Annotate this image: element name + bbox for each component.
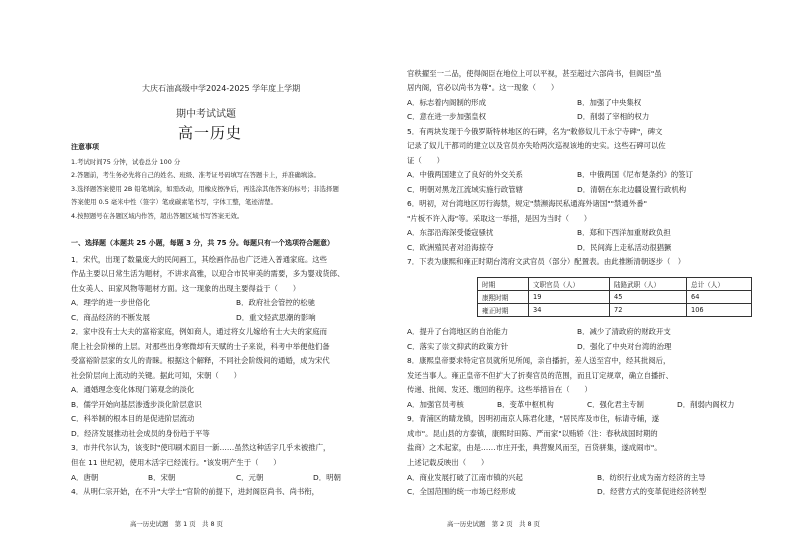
table-cell: 康熙时期 bbox=[478, 291, 529, 304]
text-line: 传递、批阅、发还、缴回的程序。这些举措旨在（ ） bbox=[407, 385, 592, 394]
text-line: 受富裕阶层家的女儿的青睐。根据这个解释，不同社会阶级间的通婚，成为宋代 bbox=[71, 356, 330, 365]
option-b: B．宋朝 bbox=[148, 473, 176, 482]
table-cell: 19 bbox=[529, 291, 610, 304]
exam-title: 期中考试试题 bbox=[176, 109, 236, 120]
text-line: 5．有两块发现于今俄罗斯特林地区的石碑，名为"敕修奴儿干永宁寺碑"，碑文 bbox=[407, 127, 663, 136]
note-item: 答案使用 0.5 毫米中性（签字）笔或碳素笔书写，字体工整，笔迹清楚。 bbox=[71, 198, 277, 206]
option-a: A．商业发展打破了江南市镇的兴起 bbox=[407, 473, 523, 482]
option-a: A．中俄两国建立了良好的外交关系 bbox=[407, 170, 523, 179]
page-footer: 高一历史试题 第 2 页 共 8 页 bbox=[447, 520, 540, 528]
option-b: B．变革中枢机构 bbox=[497, 400, 554, 409]
text-line: 9．青浦区的睛龙镇，因明初南京人陈君化建，"居民库及市住，标请寺辅，遂 bbox=[407, 414, 659, 423]
table-cell: 雍正时期 bbox=[478, 304, 529, 317]
text-line: 但在 11 世纪初，使用木活字已经流行。"该发明产生于（ ） bbox=[71, 458, 281, 467]
text-line: 作品主要以日常生活为题材，不讲求高雅，以迎合市民审美的需要，多为婴戏货郎、 bbox=[71, 269, 345, 278]
note-item: 4.按照题号在各题区域内作答，超出答题区域书写答案无效。 bbox=[71, 212, 244, 220]
table-cell: 34 bbox=[529, 304, 610, 317]
option-d: D．削弱内阁权力 bbox=[677, 400, 735, 409]
option-d: D．强化了中央对台湾的治理 bbox=[577, 342, 672, 351]
text-line: 7．下表为康熙和雍正时期台湾府文武官员（部分）配置表。由此推断清朝逐步（ ） bbox=[407, 257, 686, 266]
subject-title: 高一历史 bbox=[178, 124, 243, 142]
note-item: 2.答题前，考生务必先将自己的姓名、班级、准考证号码填写在答题卡上，并准确填涂。 bbox=[71, 171, 320, 179]
option-c: C．科举制的根本目的是促进阶层流动 bbox=[71, 414, 195, 423]
note-item: 1.考试时间75 分钟，试卷总分 100 分 bbox=[71, 158, 181, 166]
option-b: B．政府社会管控的松驰 bbox=[236, 298, 315, 307]
table-header-row bbox=[478, 278, 752, 291]
text-line: 记录了奴儿干都司的建立以及官员亦失哈两次巡视该地的史实。这些石碑可以佐 bbox=[407, 141, 666, 150]
option-c: C．商品经济的不断发展 bbox=[71, 313, 151, 322]
notes-title: 注意事项 bbox=[71, 143, 99, 151]
option-c: C．意在进一步加强皇权 bbox=[407, 112, 487, 121]
table-header-cell: 陆路武职（人） bbox=[610, 278, 687, 291]
text-line: 4．从明仁宗开始，在不升"大学士"官阶的前提下，进封阁臣尚书、尚书衔， bbox=[71, 487, 320, 496]
option-c: C．强化君主专制 bbox=[587, 400, 644, 409]
option-b: B．加强了中央集权 bbox=[577, 98, 642, 107]
text-line: 证（ ） bbox=[407, 156, 444, 165]
text-line: 社会阶层向上流动的关键。据此可知，宋朝（ ） bbox=[71, 371, 241, 380]
option-d: D．重文轻武思潮的影响 bbox=[236, 313, 316, 322]
text-line: 6．明初，对台湾地区厉行海禁，规定"禁濒海民私通海外诸国""禁通外番" bbox=[407, 199, 648, 208]
option-c: C．元朝 bbox=[236, 473, 264, 482]
option-c: C．落实了崇文抑武的政策方针 bbox=[407, 342, 509, 351]
text-line: 2．家中没有士大夫的富裕家庭，例如商人，通过将女儿嫁给有士大夫的家庭而 bbox=[71, 327, 327, 336]
option-b: B．中俄两国《尼布楚条约》的签订 bbox=[577, 170, 693, 179]
text-line: 盐商）之术起家，由是……市庄开张，典营聚风而至，百货骈集，遂成闹市"。 bbox=[407, 443, 662, 452]
note-item: 3.选择题答案使用 2B 铅笔填涂，如需改动，用橡皮擦净后，再选涂其他答案的标号；非选择题 bbox=[71, 185, 339, 193]
table-cell: 64 bbox=[687, 291, 752, 304]
table-cell: 72 bbox=[610, 304, 687, 317]
table-header-cell: 总计（人） bbox=[687, 278, 752, 291]
text-line: 官秩擢至一二品，使得阁臣在地位上可以平视，甚至超过六部尚书，但阁臣"虽 bbox=[407, 69, 662, 78]
page-2 bbox=[397, 0, 794, 560]
option-d: D．明朝 bbox=[313, 473, 341, 482]
option-b: B．减少了清政府的财政开支 bbox=[577, 327, 671, 336]
option-b: B．儒学开始向基层渗透步淡化阶层意识 bbox=[71, 400, 202, 409]
option-a: A．通婚理念变化体现门第观念的淡化 bbox=[71, 385, 195, 394]
officials-table bbox=[477, 277, 752, 317]
option-a: A．理学的进一步世俗化 bbox=[71, 298, 150, 307]
option-d: D．经济发展推动社会成员的身份趋于平等 bbox=[71, 429, 210, 438]
option-c: C．欧洲殖民者对沿海掠夺 bbox=[407, 243, 494, 252]
table-header-cell: 时期 bbox=[478, 278, 529, 291]
text-line: 8．康熙皇帝要求特定官员就所见所闻，亲自播折，差人送至宫中，经其批阅后， bbox=[407, 356, 671, 365]
page-footer: 高一历史试题 第 1 页 共 8 页 bbox=[130, 520, 223, 528]
option-d: D．清朝在东北边疆设置行政机构 bbox=[577, 185, 687, 194]
option-a: A．提升了台湾地区的自治能力 bbox=[407, 327, 509, 336]
text-line: "片板不许入海"等。采取这一举措，是因为当时（ ） bbox=[407, 214, 592, 223]
option-a: A．加强官员考核 bbox=[407, 400, 464, 409]
option-b: B．郑和下西洋加重财政负担 bbox=[577, 228, 671, 237]
text-line: 爬上社会阶梯的上层。对那些出身寒微却有天赋的士子来说，科考中举便他们备 bbox=[71, 342, 330, 351]
option-b: B．纺织行业成为南方经济的主导 bbox=[597, 473, 706, 482]
option-d: D．削弱了宰相的权力 bbox=[577, 112, 650, 121]
option-d: D．民间海上走私活动很猖獗 bbox=[577, 243, 672, 252]
table-cell: 45 bbox=[610, 291, 687, 304]
table-header-cell: 文职官员（人） bbox=[529, 278, 610, 291]
text-line: 发还当事人。雍正皇帝不但扩大了折奏官员的范围，而且订定规章，确立自播折、 bbox=[407, 371, 674, 380]
option-d: D．经营方式的变革促进经济转型 bbox=[597, 487, 707, 496]
table-row bbox=[478, 291, 752, 304]
text-line: 3．市井代尔认为，该变时"使印刷术面目一新……虽然这种活字几乎未被推广， bbox=[71, 443, 331, 452]
school-title: 大庆石油高级中学2024-2025 学年度上学期 bbox=[142, 84, 301, 93]
text-line: 上述记载反映出（ ） bbox=[407, 458, 489, 467]
option-c: C．全国范围的统一市场已经形成 bbox=[407, 487, 516, 496]
option-a: A．唐朝 bbox=[71, 473, 99, 482]
option-c: C．明朝对黑龙江流域实施行政管辖 bbox=[407, 185, 524, 194]
text-line: 1．宋代，出现了数量庞大的民间画工，其绘画作品也广泛进入普通家庭。这些 bbox=[71, 255, 327, 264]
option-a: A．东部沿海深受倭寇骚扰 bbox=[407, 228, 494, 237]
option-a: A．标志着内阁制的形成 bbox=[407, 98, 486, 107]
section-heading: 一、选择题（本题共 25 小题，每题 3 分，共 75 分。每题只有一个选项符合题意） bbox=[71, 239, 334, 247]
table-row bbox=[478, 304, 752, 317]
text-line: 仕女美人、田家风物等题材方面。这一现象的出现主要得益于（ ） bbox=[71, 284, 301, 293]
table-cell: 106 bbox=[687, 304, 752, 317]
text-line: 成市"。昆山县的方泰镇，康熙时田陈、严而家"以贿轿（注：春秋战国时期的 bbox=[407, 429, 658, 438]
text-line: 居内阁，官必以尚书为尊"。这一现象（ ） bbox=[407, 83, 559, 92]
